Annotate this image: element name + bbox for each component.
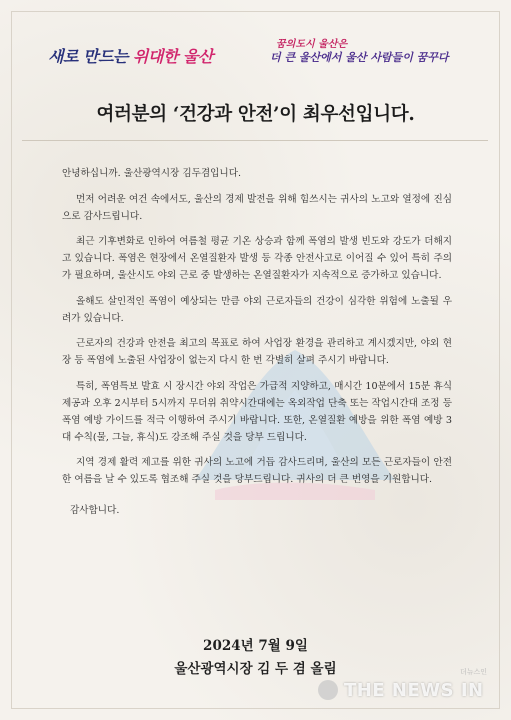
body-paragraph-5: 특히, 폭염특보 발효 시 장시간 야외 작업은 가급적 지양하고, 매시간 10분에서 15분 휴식 제공과 오후 2시부터 5시까지 무더위 취약시간대에는 옥외작업 단축 또는 작업시간대 조정 등 폭염 예방 가이드를 적극 이행하여 주시기 바랍니다. 또한, 온열질환 예방을 위한 폭염 예방 3대 수칙(물, 그늘, 휴식)도 강조해 주실 것을 당부 드립니다.: [62, 380, 452, 443]
logo-left-part-c: 울산: [182, 47, 213, 66]
logo-left-part-a: 새로 만드는: [48, 47, 133, 66]
letter-date: 2024년 7월 9일: [203, 638, 308, 654]
body-paragraph-6: 지역 경제 활력 제고를 위한 귀사의 노고에 거듭 감사드리며, 울산의 모든 근로자들이 안전한 여름을 날 수 있도록 협조해 주실 것을 당부드립니다. 귀사의 더 큰 번영을 기원합니다.: [62, 457, 452, 485]
watermark-logo-icon: [318, 680, 338, 700]
watermark-text: THE NEWS IN: [344, 679, 484, 701]
greeting-paragraph: 안녕하십니까. 울산광역시장 김두겸입니다.: [62, 168, 242, 179]
logo-left-part-b: 위대한: [132, 47, 183, 66]
letter-signature: 울산광역시장 김 두 겸 올림: [174, 661, 337, 677]
logo-right-line2: 더 큰 울산에서 울산 사람들이 꿈꾸다: [270, 51, 449, 64]
city-slogan-logo: [48, 44, 213, 67]
title-divider: [22, 140, 488, 141]
logo-right-line1: 꿈의도시 울산은: [276, 39, 348, 50]
body-paragraph-3: 올해도 살인적인 폭염이 예상되는 만큼 야외 근로자들의 건강이 심각한 위험에 노출될 우려가 있습니다.: [62, 295, 452, 324]
news-watermark: [318, 676, 484, 704]
letter-body: [62, 165, 452, 528]
body-paragraph-1: 먼저 어려운 여건 속에서도, 울산의 경제 발전을 위해 힘쓰시는 귀사의 노고와 열정에 진심으로 감사드립니다.: [62, 193, 452, 222]
letter-title: 여러분의 ‘건강과 안전’이 최우선입니다.: [96, 104, 415, 125]
body-paragraph-4: 근로자의 건강과 안전을 최고의 목표로 하여 사업장 환경을 관리하고 계시겠지만, 야외 현장 등 폭염에 노출된 사업장이 없는지 다시 한 번 각별히 살펴 주시기 바랍니다.: [62, 338, 452, 366]
closing-thanks: 감사합니다.: [70, 505, 120, 516]
body-paragraph-2: 최근 기후변화로 인하여 여름철 평균 기온 상승과 함께 폭염의 발생 빈도와 강도가 더해지고 있습니다. 폭염은 현장에서 온열질환자 발생 등 각종 안전사고로 이어질 수 있어 특히 주의가 필요하며, 울산시도 야외 근로 중 발생하는 온열질환자가 지속적으로 증가하고 있습니다.: [62, 236, 452, 281]
dream-city-logo: [270, 38, 470, 64]
watermark-small-text: 더뉴스인: [460, 668, 488, 676]
